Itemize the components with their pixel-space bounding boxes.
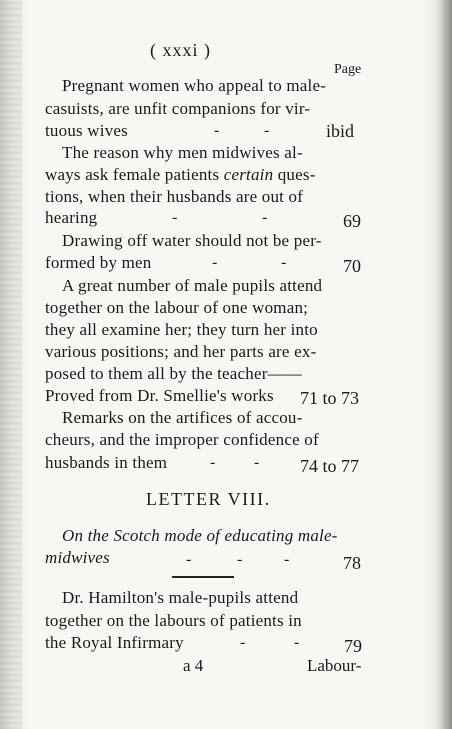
leader-dash: - [214, 122, 220, 139]
entry-text: ques- [273, 165, 316, 184]
entry-line: together on the labours of patients in [45, 611, 302, 630]
emphasis-text: certain [223, 165, 274, 184]
running-head: ( xxxi ) [150, 40, 211, 60]
letter-subtitle-line: midwives [45, 548, 110, 567]
leader-dash: - [294, 634, 300, 651]
page-number: 69 [343, 211, 361, 231]
entry-line: Proved from Dr. Smellie's works [45, 386, 274, 405]
letter-heading: LETTER VIII. [146, 489, 271, 509]
entry-line: casuists, are unfit companions for vir- [45, 99, 311, 118]
entry-line: they all examine her; they turn her into [45, 320, 318, 339]
page-number: 78 [343, 553, 361, 573]
leader-dash: - [264, 122, 270, 139]
page-number: 71 to 73 [300, 388, 360, 408]
catchword: Labour- [307, 656, 362, 675]
leader-dash: - [237, 551, 243, 568]
letter-subtitle-line: On the Scotch mode of educating male- [62, 526, 338, 545]
leader-dash: - [210, 454, 216, 471]
entry-line: tuous wives [45, 121, 128, 140]
entry-text: ways ask female patients [45, 165, 224, 184]
page-number: 74 to 77 [300, 456, 360, 476]
entry-line: Pregnant women who appeal to male- [62, 76, 327, 95]
entry-line: formed by men [45, 253, 152, 272]
entry-line: together on the labour of one woman; [45, 298, 309, 317]
entry-line: Drawing off water should not be per- [62, 231, 322, 250]
entry-line: various positions; and her parts are ex- [45, 342, 317, 361]
entry-line: Dr. Hamilton's male-pupils attend [62, 588, 299, 607]
section-rule [172, 576, 234, 578]
leader-dash: - [254, 454, 260, 471]
leader-dash: - [186, 551, 192, 568]
leader-dash: - [172, 209, 178, 226]
entry-line: husbands in them [45, 453, 168, 472]
signature-mark: a 4 [183, 656, 204, 675]
entry-line: posed to them all by the teacher—— [45, 364, 303, 383]
leader-dash: - [281, 254, 287, 271]
page-number: 79 [344, 636, 362, 656]
entry-line: the Royal Infirmary [45, 633, 184, 652]
leader-dash: - [240, 634, 246, 651]
page-edge-shadow [436, 0, 452, 729]
page-number: ibid [326, 121, 355, 141]
entry-line: A great number of male pupils attend [62, 276, 323, 295]
entry-line: hearing [45, 208, 98, 227]
entry-line: The reason why men midwives al- [62, 143, 303, 162]
page-number: 70 [343, 256, 361, 276]
entry-line: Remarks on the artifices of accou- [62, 408, 303, 427]
leader-dash: - [284, 551, 290, 568]
entry-line: cheurs, and the improper confidence of [45, 430, 319, 449]
leader-dash: - [212, 254, 218, 271]
page-column-label: Page [334, 62, 362, 77]
binding-gutter [0, 0, 22, 729]
entry-line: tions, when their husbands are out of [45, 187, 304, 206]
leader-dash: - [262, 209, 268, 226]
entry-line [45, 165, 316, 185]
